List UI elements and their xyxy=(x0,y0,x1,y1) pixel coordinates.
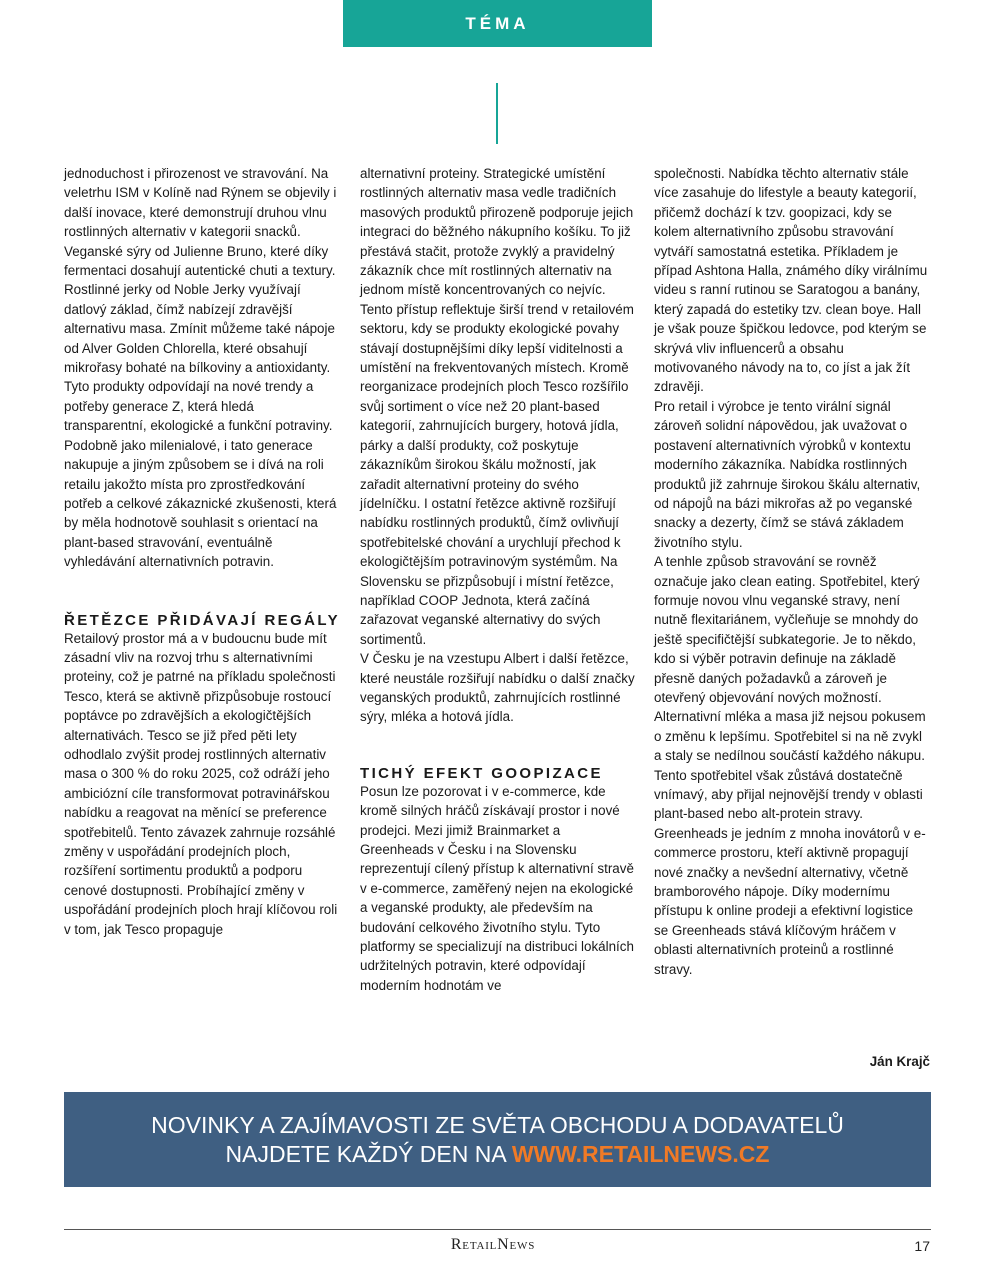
paragraph: Pro retail i výrobce je tento virální signál zároveň solidní nápovědou, jak uvažovat o postavení alternativních výrobků v kontextu moderního zákazníka. Nabídka rostlinných produktů již zahrnuje širokou škálu alternativ, od nápojů na bázi mikrořas až po veganské snacky a dezerty, čímž se stává základem životního stylu. xyxy=(654,398,921,550)
paragraph: A tenhle způsob stravování se rovněž označuje jako clean eating. Spotřebitel, který formuje novou vlnu veganské stravy, není nutně flexitariánem, vyčleňuje se mnohdy do ještě specifičtější subkategorie. Je to někdo, kdo si výběr potravin definuje na základě přesně daných požadavků a zároveň je otevřený objevování nových možností. Alternativní mléka a masa již nejsou pokusem o změnu k lepšímu. Spotřebitel si na ně zvykl a staly se nedílnou součástí každého nákupu. Tento spotřebitel však zůstává dostatečně vnímavý, aby přijal nejnovější trendy v oblasti plant-based nebo alt-protein stravy. Greenheads je jedním z mnoha inovátorů v e-commerce prostoru, kteří aktivně propagují nové značky a nevšední alternativy, včetně bramborového nápoje. Díky modernímu přístupu k online prodeji a efektivní logistice se Greenheads stává klíčovým hráčem v oblasti alternativních proteinů a rostlinné stravy. xyxy=(654,554,926,977)
paragraph: společnosti. Nabídka těchto alternativ stále více zasahuje do lifestyle a beauty kategorií, přičemž dochází k tzv. goopizaci, kdy se kolem alternativního způsobu stravování vytváří samostatná estetika. Příkladem je případ Ashtona Halla, známého díky virálnímu videu s ranní rutinou se Saratogou a banány, který zapadá do estetiky tzv. clean boye. Hall je však pouze špičkou ledovce, pod kterým se skrývá vliv influencerů a obsahu motivovaného návody na to, co jíst a jak žít zdravěji. xyxy=(654,166,928,395)
page-number: 17 xyxy=(914,1238,930,1254)
website-link[interactable]: WWW.RETAILNEWS.CZ xyxy=(511,1140,770,1167)
section-divider xyxy=(496,83,498,144)
section-label: TÉMA xyxy=(343,0,652,47)
paragraph: Posun lze pozorovat i v e-commerce, kde kromě silných hráčů získávají prostor i nové prodejci. Mezi jimiž Brainmarket a Greenheads v Česku i na Slovensku reprezentují cílený přístup k alternativní stravě v e-commerce, zaměřený nejen na ekologické a veganské produkty, ale především na budování celkového životního stylu. Tyto platformy se specializují na distribuci lokálních udržitelných potravin, které odpovídají moderním hodnotám ve xyxy=(360,783,634,993)
banner-line-2-text: NAJDETE KAŽDÝ DEN NA xyxy=(225,1140,512,1167)
section-heading: ŘETĚZCE PŘIDÁVAJÍ REGÁLY xyxy=(64,611,340,629)
promo-banner xyxy=(64,1092,931,1187)
author-name: Ján Krajč xyxy=(869,1054,930,1069)
banner-line-2 xyxy=(226,1140,770,1169)
paragraph: Podobně jako milenialové, i tato generace nakupuje a jiným způsobem se i dívá na roli retailu jakožto místa pro zprostředkování potřeb a celkové zákaznické zkušenosti, která by měla hodnotově souhlasit s orientací na plant-based stravování, eventuálně vyhledávání alternativních potravin. xyxy=(64,437,337,570)
footer-divider xyxy=(64,1229,931,1230)
brand-logo: RetailNews xyxy=(450,1236,536,1253)
column-3 xyxy=(654,164,930,979)
section-heading: TICHÝ EFEKT GOOPIZACE xyxy=(360,764,603,782)
paragraph: V Česku je na vzestupu Albert i další řetězce, které neustále rozšiřují nabídku o další značky veganských produktů, zahrnujících rostlinné sýry, mléka a hotová jídla. xyxy=(360,651,635,725)
paragraph: jednoduchost i přirozenost ve stravování. Na veletrhu ISM v Kolíně nad Rýnem se objevily i další inovace, které demonstrují druhou vlnu rostlinných alternativ v kategorii snacků. Veganské sýry od Julienne Bruno, které díky fermentaci dosahují autentické chuti a textury. Rostlinné jerky od Noble Jerky využívají datlový základ, čímž nabízejí zdravější alternativu masa. Zmínit můžeme také nápoje od Alver Golden Chlorella, které obsahují mikrořasy bohaté na bílkoviny a antioxidanty. Tyto produkty odpovídají na nové trendy a potřeby generace Z, která hledá transparentní, ekologické a funkční potraviny. xyxy=(64,166,337,434)
column-2 xyxy=(360,164,636,995)
column-1 xyxy=(64,164,340,939)
paragraph: alternativní proteiny. Strategické umístění rostlinných alternativ masa vedle tradičních masových produktů přirozeně podporuje jejich integraci do běžného nákupního košíku. To již přestává stačit, protože zvyklý a pravidelný zákazník chce mít rostlinných alternativ na jednom místě koncentrovaných co nejvíc. Tento přístup reflektuje širší trend v retailovém sektoru, kdy se produkty ekologické povahy stávají dostupnějšími díky lepší viditelnosti a umístění na frekventovaných místech. Kromě reorganizace prodejních ploch Tesco rozšířilo svůj sortiment o více než 20 plant-based kategorií, zahrnujících burgery, hotová jídla, párky a další produkty, což poskytuje zákazníkům širokou škálu možností, jak zařadit alternativní proteiny do svého jídelníčku. I ostatní řetězce aktivně rozšiřují nabídku rostlinných produktů, čímž ovlivňují spotřebitelské chování a urychlují přechod k ekologičtějším potravinovým systémům. Na Slovensku se přizpůsobují i místní řetězce, například COOP Jednota, která začíná zařazovat veganské alternativy do svých sortimentů. xyxy=(360,166,634,647)
banner-line-1: NOVINKY A ZAJÍMAVOSTI ZE SVĚTA OBCHODU A DODAVATELŮ xyxy=(151,1111,844,1138)
paragraph: Retailový prostor má a v budoucnu bude mít zásadní vliv na rozvoj trhu s alternativními proteiny, což je patrné na příkladu společnosti Tesco, která se aktivně přizpůsobuje rostoucí poptávce po zdravějších a ekologičtějších alternativách. Tesco se již před pěti lety odhodlalo zvýšit prodej rostlinných alternativ masa o 300 % do roku 2025, což odráží jeho ambiciózní cíle transformovat potravinářskou nabídku a reagovat na měnící se preference spotřebitelů. Tento závazek zahrnuje rozsáhlé změny v uspořádání prodejních ploch, rozšíření sortimentu produktů a podporu cenové dostupnosti. Probíhající změny v uspořádání prodejních ploch hrají klíčovou roli v tom, jak Tesco propaguje xyxy=(64,630,338,937)
